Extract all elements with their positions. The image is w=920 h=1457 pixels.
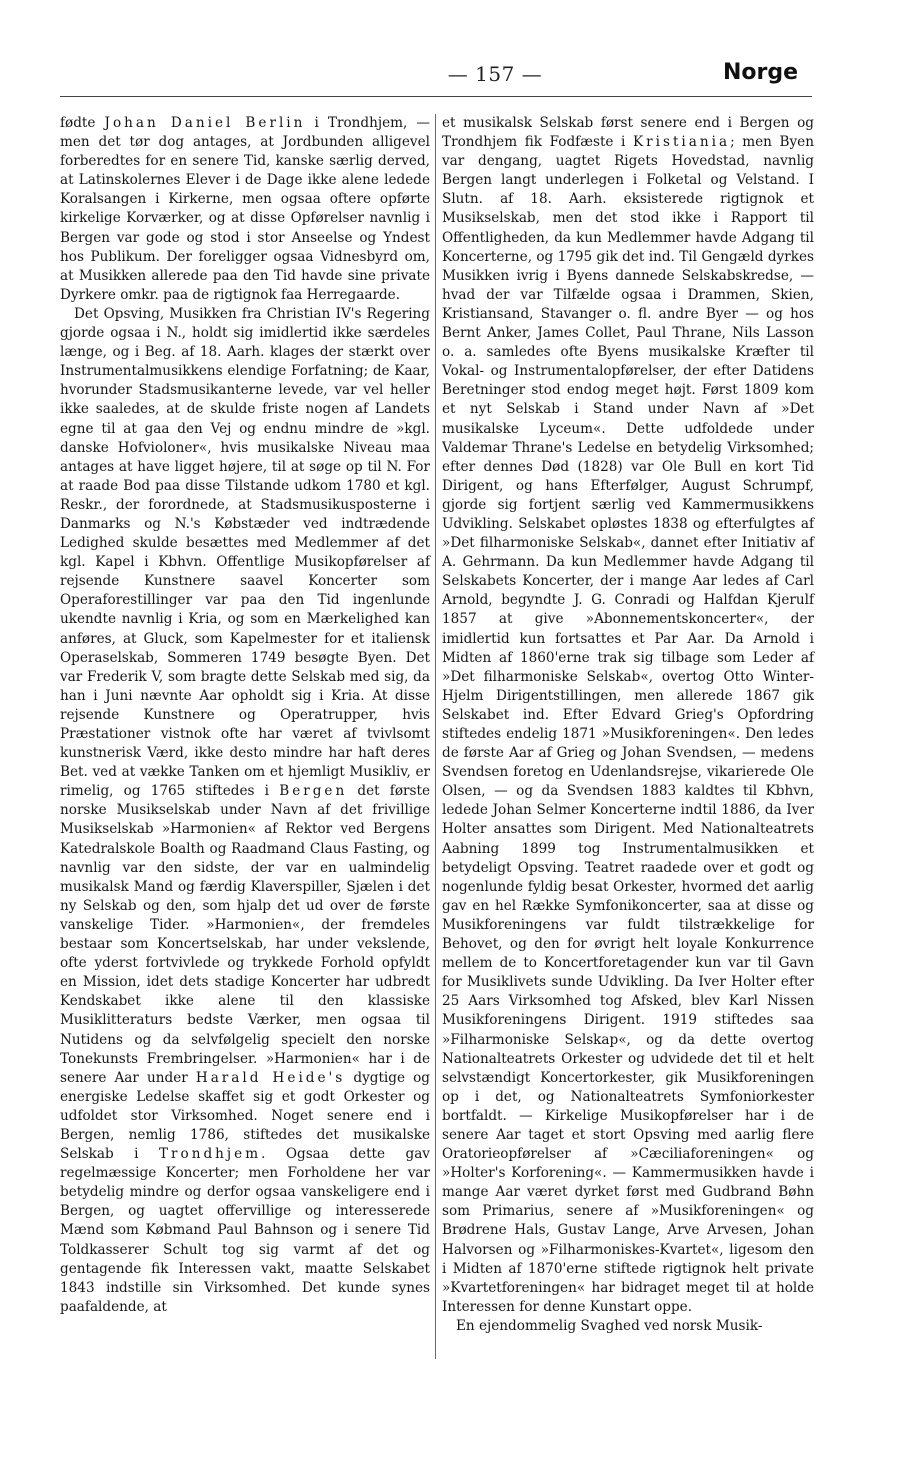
header-divider [60, 96, 812, 97]
text-run: et musikalsk Selskab først senere end i Bergen og Trondhjem fik Fodfæste i [442, 115, 814, 151]
text-run: dygtige og energiske Ledelse skaffet sig et godt Orkester og udfoldet stor Virksomhed. Noget senere end i Bergen, nemlig 1786, stiftedes det musikalske Selskab i [60, 1069, 430, 1163]
paragraph [442, 114, 814, 1317]
column-divider [435, 114, 436, 1359]
spaced-name: Bergen [279, 783, 348, 800]
paragraph [60, 114, 430, 305]
spaced-name: Johan Daniel Berlin [104, 115, 306, 131]
paragraph: En ejendommelig Svaghed ved norsk Musik- [456, 1317, 763, 1334]
text-run: Det Opsving, Musikken fra Christian IV's Regering gjorde ogsaa i N., holdt sig imidlertid ikke særdeles længe, og i Beg. af 18. Aarh. klages der stærkt over Instrumentalmusikkens elendige Forfatning; de Kaar, hvorunder Stadsmusikanterne levede, var vel heller ikke saaledes, at de skulde friste nogen af Landets egne til at gaa den Vej og endnu mindre de »kgl. danske Hofvioloner«, hvis musikalske Niveau maa antages at have ligget højere, til at søge op til N. For at raade Bod paa disse Tilstande udkom 1780 et kgl. Reskr., der forordnede, at Stadsmusikusposterne i Danmarks og N.'s Købstæder ved indtrædende Ledighed skulde besættes med Medlemmer af det kgl. Kapel i Kbhvn. Offentlige Musikopførelser af rejsende Kunstnere saavel Koncerter som Operaforestillinger var paa den Tid ingenlunde ukendte navnlig i Kria, og som en Mærkelighed kan anføres, at Gluck, som Kapelmester for et italiensk Operaselskab, Sommeren 1749 besøgte Byen. Det var Frederik V, som bragte dette Selskab med sig, da han i Juni nævnte Aar opholdt sig i Kria. At disse rejsende Kunstnere og Operatrupper, hvis Præstationer vistnok ofte har været af tvivlsomt kunstnerisk Værd, ikke desto mindre har haft deres Bet. ved at vække Tanken om et hjemligt Musikliv, er rimelig, og 1765 stiftedes i [60, 305, 430, 800]
text-run: i Trondhjem, — men det tør dog antages, at Jordbunden alligevel forberedtes for en senere Tid, kanske særlig derved, at Latinskolernes Elever i de Dage ikke alene ledede Koralsangen i Kirkerne, men ogsaa oftere opførte kirkelige Korværker, og at disse Opførelser navnlig i Bergen var gode og stod i stor Anseelse og Yndest hos Publikum. Der foreligger ogsaa Vidnesbyrd om, at Musikken allerede paa den Tid havde sine private Dyrkere omkr. paa de rigtignok faa Herregaarde. [60, 115, 431, 303]
spaced-name: Harald Heide's [195, 1069, 346, 1086]
text-run: fødte [60, 115, 105, 131]
text-run: det første norske Musikselskab under Navn af det frivillige Musikselskab »Harmonien« af Rektor ved Bergens Katedralskole Boalth og Raadmand Claus Fasting, og navnlig var den sidste, der var en ualmindelig musikalsk Mand og færdig Klaverspiller, Sjælen i det ny Selskab og den, som hjalp det ud over de første vanskelige Tider. »Harmonien«, der fremdeles bestaar som Koncertselskab, har under vekslende, ofte yderst fortvivlede og trykkede Forhold opfyldt en Mission, idet dets stadige Koncerter har udbredt Kendskabet ikke alene til den klassiske Musiklitteraturs bedste Værker, men ogsaa til Nutidens og da selvfølgelig specielt den norske Tonekunsts Frembringelser. »Harmonien« har i de senere Aar under [60, 783, 430, 1086]
left-column [60, 114, 430, 1317]
text-run: ; men Byen var dengang, uagtet Rigets Hovedstad, navnlig Bergen langt underlegen i Folketal og Velstand. I Slutn. af 18. Aarh. eksisterede rigtignok et Musikselskab, men det stod ikke i Rapport til Offentligheden, da kun Medlemmer havde Adgang til Koncerterne, og 1795 gik det ind. Til Gengæld dyrkes Musikken ivrig i Byens dannede Selskabskredse, — hvad der var Tilfælde ogsaa i Drammen, Skien, Kristiansand, Stavanger o. fl. andre Byer — og hos Bernt Anker, James Collet, Paul Thrane, Nils Lasson o. a. samledes ofte Byens musikalske Kræfter til Vokal- og Instrumentalopførelser, der efter Datidens Beretninger stod endog meget højt. Først 1809 kom et nyt Selskab i Stand under Navn af »Det musikalske Lyceum«. Dette udfoldede under Valdemar Thrane's Ledelse en betydelig Virksomhed; efter dennes Død (1828) var Ole Bull en kort Tid Dirigent, og hans Efterfølger, August Schrumpf, gjorde sig fortjent særlig ved Kammermusikkens Udvikling. Selskabet opløstes 1838 og efterfulgtes af »Det filharmoniske Selskab«, dannet efter Initiativ af A. Gehrmann. Da kun Medlemmer havde Adgang til Selskabets Koncerter, der i mange Aar ledes af Carl Arnold, begyndte J. G. Conradi og Halfdan Kjerulf 1857 at give »Abonnementskoncerter«, der imidlertid kun fortsattes et Par Aar. Da Arnold i Midten af 1860'erne trak sig tilbage som Leder af »Det filharmoniske Selskab«, overtog Otto Winter-Hjelm Dirigentstillingen, men allerede 1867 gik Selskabet ind. Efter Edvard Grieg's Opfordring stiftedes endelig 1871 »Musikforeningen«. Den ledes de første Aar af Grieg og Johan Svendsen, — medens Svendsen foretog en Udenlandsrejse, vikarierede Ole Olsen, — og da Svendsen 1883 kaldtes til Kbhvn, ledede Johan Selmer Koncerterne indtil 1886, da Iver Holter ansattes som Dirigent. Med Nationalteatrets Aabning 1899 tog Instrumentalmusikken et betydeligt Opsving. Teatret raadede over et godt og nogenlunde fyldig besat Orkester, hvormed det aarlig gav en hel Række Symfonikoncerter, saa at disse og Musikforeningens var fuldt tilstrækkelige for Behovet, og den for øvrigt helt loyale Konkurrence mellem de to Koncertforetagender kun var til Gavn for Musiklivets sunde Udvikling. Da Iver Holter efter 25 Aars Virksomhed tog Afsked, blev Karl Nissen Musikforeningens Dirigent. 1919 stiftedes saa »Filharmoniske Selskap«, og da dette overtog Nationalteatrets Orkester og udvidede det til et helt selvstændigt Koncertorkester, gik Musikforeningen op i det, og Nationalteatrets Symfoniorkester bortfaldt. — Kirkelige Musikopførelser har i de senere Aar taget et stort Opsving med aarlig flere Oratorieopførelser af »Cæciliaforeningen« og »Holter's Korforening«. — Kammermusikken havde i mange Aar været dyrket først med Gudbrand Bøhn som Primarius, senere af »Musikforeningen« og Brødrene Hals, Gustav Lange, Arve Arvesen, Johan Halvorsen og »Filharmoniskes-Kvartet«, ligesom den i Midten af 1870'erne stiftede rigtignok helt private »Kvartetforeningen« har bidraget meget til at holde Interessen for denne Kunstart oppe. [442, 134, 814, 1315]
page-number: — 157 — [447, 62, 543, 86]
right-column [442, 114, 814, 1336]
spaced-name: Trondhjem [158, 1146, 262, 1163]
page-header [60, 62, 798, 92]
paragraph [60, 305, 430, 1317]
text-run: . Ogsaa dette gav regelmæssige Koncerter; men Forholdene her var betydelig mindre og derfor ogsaa vanskeligere end i Bergen, og uagtet offervillige og interesserede Mænd som Købmand Paul Bahnson og i senere Tid Toldkasserer Schult tog sig varmt af det og gentagende fik Interessen vakt, maatte Selskabet 1843 indstille sin Virksomhed. Det kunde synes paafaldende, at [60, 1146, 430, 1315]
section-title: Norge [722, 60, 798, 85]
spaced-name: Kristiania [632, 134, 731, 151]
